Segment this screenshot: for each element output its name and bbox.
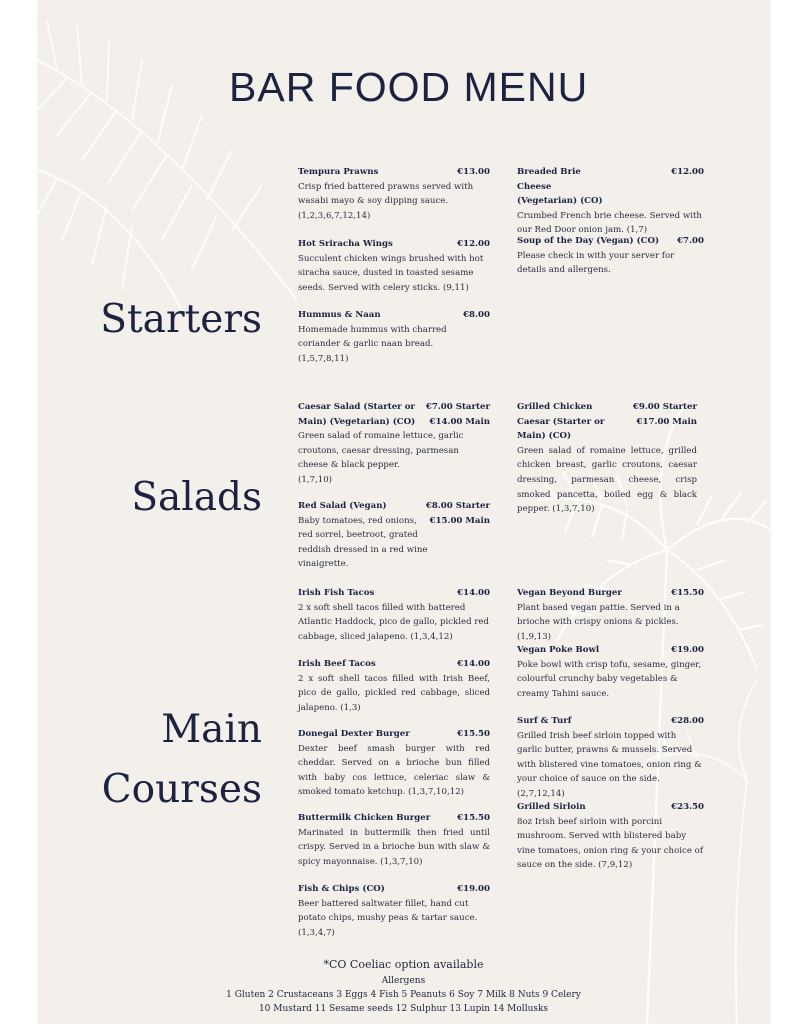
item-description: Poke bowl with crisp tofu, sesame, ginger, colourful crunchy baby vegetables & creamy Tahini sauce.: [517, 659, 702, 699]
item-price: €15.50: [457, 813, 490, 823]
item-description: 8oz Irish beef sirloin with porcini mushroom. Served with blistered baby vine tomatoes, onion ring & your choice of sauce on the side. (7,9,12): [517, 816, 704, 871]
menu-item-breaded-brie: [517, 165, 704, 238]
item-description: 2 x soft shell tacos filled with battered Atlantic Haddock, pico de gallo, pickled red cabbage, sliced jalapeno. (1,3,4,12): [298, 602, 490, 642]
item-price-starter: €8.00 Starter: [425, 501, 490, 511]
item-price: €13.00: [457, 167, 490, 177]
item-allergens: (1,7,10): [298, 474, 333, 485]
item-name: Donegal Dexter Burger: [298, 729, 410, 739]
item-name: Hummus & Naan: [298, 310, 381, 320]
item-price-starter: €9.00 Starter: [632, 402, 697, 412]
item-description: Succulent chicken wings brushed with hot siracha sauce, dusted in toasted sesame seeds. Served with celery sticks. (9,11): [298, 253, 484, 293]
coeliac-note: *CO Coeliac option available: [323, 958, 484, 971]
item-allergens: (1,2,3,6,7,12,14): [298, 210, 371, 221]
palm-leaf-illustration-top: [37, 0, 337, 330]
item-price: €14.00: [457, 588, 490, 598]
section-main-courses-line1: Main: [161, 707, 262, 752]
item-name: Tempura Prawns: [298, 167, 379, 177]
menu-item-grilled-chicken-caesar: [517, 400, 697, 517]
item-description: Beer battered saltwater fillet, hand cut potato chips, mushy peas & tartar sauce. (1,3,4,7): [298, 898, 478, 938]
item-price-main: €15.00 Main: [429, 515, 490, 526]
item-name: Hot Sriracha Wings: [298, 239, 393, 249]
item-allergens: (1,5,7,8,11): [298, 353, 349, 364]
menu-item-surf-and-turf: [517, 714, 704, 802]
item-name: Caesar Salad (Starter or Main) (Vegetarian) (CO): [298, 402, 416, 427]
item-description: 2 x soft shell tacos filled with Irish Beef, pico de gallo, pickled red cabbage, sliced jalapeno. (1,3): [298, 673, 490, 713]
menu-title: BAR FOOD MENU: [229, 64, 589, 110]
item-price-main: €17.00 Main: [636, 416, 697, 427]
item-name: Irish Fish Tacos: [298, 588, 375, 598]
menu-item-red-salad: [298, 499, 490, 572]
item-price: €15.50: [671, 588, 704, 598]
item-price-starter: €7.00 Starter: [425, 402, 490, 412]
item-price: €12.00: [457, 239, 490, 249]
menu-item-vegan-beyond-burger: [517, 586, 704, 644]
item-price: €23.50: [671, 802, 704, 812]
item-name: Surf & Turf: [517, 716, 572, 726]
item-description: Crisp fried battered prawns served with wasabi mayo & soy dipping sauce.: [298, 181, 474, 207]
item-name: Buttermilk Chicken Burger: [298, 813, 431, 823]
menu-item-tempura-prawns: [298, 165, 490, 223]
item-description: Green salad of romaine lettuce, garlic croutons, caesar dressing, parmesan cheese & black pepper.: [298, 431, 464, 471]
item-price: €19.00: [671, 645, 704, 655]
item-name: Breaded Brie Cheese (Vegetarian) (CO): [517, 167, 603, 207]
item-description: Homemade hummus with charred coriander & garlic naan bread.: [298, 324, 447, 350]
item-name: Fish & Chips (CO): [298, 884, 385, 894]
section-main-courses-line2: Courses: [101, 767, 262, 812]
item-description: Marinated in buttermilk then fried until crispy. Served in a brioche bun with slaw & spicy mayonnaise. (1,3,7,10): [298, 827, 490, 867]
item-name: Grilled Chicken Caesar (Starter or Main) (CO): [517, 402, 605, 442]
menu-item-fish-and-chips: [298, 882, 490, 940]
item-price-main: €14.00 Main: [429, 416, 490, 427]
item-description: Green salad of romaine lettuce, grilled chicken breast, garlic croutons, caesar dressing, parmesan cheese, crisp smoked pancetta, boiled egg & black pepper. (1,3,7,10): [517, 445, 697, 515]
menu-item-hot-sriracha-wings: [298, 237, 490, 295]
allergens-heading: Allergens: [381, 976, 426, 986]
item-name: Vegan Poke Bowl: [517, 645, 600, 655]
item-name: Soup of the Day (Vegan) (CO): [517, 236, 660, 246]
menu-item-hummus-naan: [298, 308, 490, 366]
menu-item-irish-fish-tacos: [298, 586, 490, 644]
menu-item-donegal-dexter-burger: [298, 727, 490, 800]
menu-item-soup-of-the-day: [517, 234, 704, 278]
item-price: €28.00: [671, 716, 704, 726]
item-description: Baby tomatoes, red onions, red sorrel, beetroot, grated reddish dressed in a red wine vinaigrette.: [298, 515, 428, 570]
menu-item-vegan-poke-bowl: [517, 643, 704, 701]
item-price: €7.00: [677, 236, 704, 246]
allergens-list-line2: 10 Mustard 11 Sesame seeds 12 Sulphur 13 Lupin 14 Mollusks: [258, 1004, 549, 1014]
item-price: €8.00: [463, 310, 490, 320]
item-description: Dexter beef smash burger with red cheddar. Served on a brioche bun filled with baby cos lettuce, celeriac slaw & smoked tomato ketchup. (1,3,7,10,12): [298, 743, 490, 798]
section-salads: Salads: [131, 475, 262, 520]
menu-item-grilled-sirloin: [517, 800, 704, 873]
item-description: Crumbed French brie cheese. Served with our Red Door onion jam. (1,7): [517, 210, 702, 236]
menu-item-irish-beef-tacos: [298, 657, 490, 715]
item-price: €14.00: [457, 659, 490, 669]
item-description: Plant based vegan pattie. Served in a brioche with crispy onions & pickles.(1,9,13): [517, 602, 680, 642]
item-name: Grilled Sirloin: [517, 802, 586, 812]
menu-item-buttermilk-chicken-burger: [298, 811, 490, 869]
item-price: €12.00: [671, 167, 704, 177]
item-price: €19.00: [457, 884, 490, 894]
item-name: Red Salad (Vegan): [298, 501, 387, 511]
item-name: Irish Beef Tacos: [298, 659, 376, 669]
item-name: Vegan Beyond Burger: [517, 588, 622, 598]
item-description: Please check in with your server for details and allergens.: [517, 250, 675, 276]
allergens-list-line1: 1 Gluten 2 Crustaceans 3 Eggs 4 Fish 5 Peanuts 6 Soy 7 Milk 8 Nuts 9 Celery: [226, 990, 581, 1000]
item-description: Grilled Irish beef sirloin topped with garlic butter, prawns & mussels. Served with blistered vine tomatoes, onion ring & your choice of sauce on the side. (2,7,12,14): [517, 730, 702, 799]
item-price: €15.50: [457, 729, 490, 739]
menu-item-caesar-salad: [298, 400, 490, 488]
section-starters: Starters: [100, 297, 262, 342]
